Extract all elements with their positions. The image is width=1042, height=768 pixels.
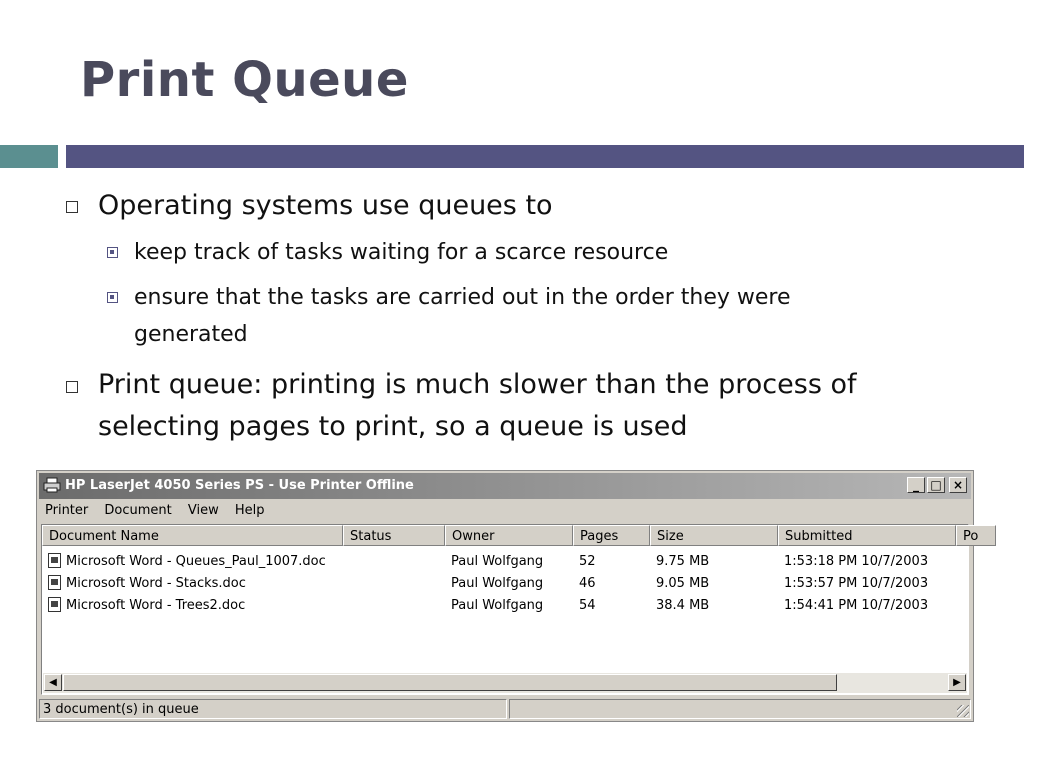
window-title: HP LaserJet 4050 Series PS - Use Printer Offline bbox=[65, 478, 414, 493]
window-titlebar[interactable] bbox=[39, 473, 971, 499]
table-row[interactable] bbox=[42, 551, 1042, 573]
sub-bullet-marker bbox=[107, 247, 118, 258]
status-bar bbox=[39, 697, 971, 719]
column-header-row bbox=[42, 525, 1042, 546]
horizontal-scrollbar[interactable] bbox=[43, 673, 967, 693]
print-queue-window bbox=[36, 470, 979, 722]
bullet-text: Print queue: printing is much slower than the process of bbox=[98, 369, 857, 400]
scroll-right-button[interactable]: ▶ bbox=[948, 674, 966, 691]
sub-bullet-marker bbox=[107, 292, 118, 303]
maximize-button[interactable]: □ bbox=[927, 477, 945, 493]
print-job-list[interactable] bbox=[41, 524, 979, 695]
column-header-pages[interactable]: Pages bbox=[573, 525, 650, 546]
menu-help[interactable]: Help bbox=[234, 503, 265, 518]
job-pages: 54 bbox=[579, 598, 596, 613]
scroll-thumb[interactable] bbox=[63, 674, 837, 691]
menu-printer[interactable]: Printer bbox=[45, 503, 89, 518]
job-submitted: 1:53:57 PM 10/7/2003 bbox=[784, 576, 929, 591]
job-owner: Paul Wolfgang bbox=[451, 598, 544, 613]
job-size: 9.75 MB bbox=[656, 554, 710, 569]
document-name: Microsoft Word - Queues_Paul_1007.doc bbox=[66, 554, 326, 569]
scroll-left-button[interactable]: ◀ bbox=[44, 674, 62, 691]
bullet-marker bbox=[66, 201, 78, 213]
job-submitted: 1:53:18 PM 10/7/2003 bbox=[784, 554, 929, 569]
document-name: Microsoft Word - Stacks.doc bbox=[66, 576, 246, 591]
job-size: 9.05 MB bbox=[656, 576, 710, 591]
column-header-size[interactable]: Size bbox=[650, 525, 778, 546]
bullet-marker bbox=[66, 381, 78, 393]
bullet-text: Operating systems use queues to bbox=[98, 190, 553, 221]
bullet-text: selecting pages to print, so a queue is used bbox=[98, 411, 688, 442]
sub-bullet-text: ensure that the tasks are carried out in the order they were bbox=[134, 285, 791, 310]
job-owner: Paul Wolfgang bbox=[451, 554, 544, 569]
menu-bar bbox=[39, 500, 971, 522]
document-icon bbox=[48, 597, 61, 612]
status-text: 3 document(s) in queue bbox=[39, 699, 507, 719]
job-pages: 46 bbox=[579, 576, 596, 591]
job-size: 38.4 MB bbox=[656, 598, 710, 613]
document-name: Microsoft Word - Trees2.doc bbox=[66, 598, 246, 613]
job-submitted: 1:54:41 PM 10/7/2003 bbox=[784, 598, 929, 613]
minimize-button[interactable]: _ bbox=[907, 477, 925, 493]
document-icon bbox=[48, 553, 61, 568]
resize-grip-icon[interactable] bbox=[957, 705, 969, 717]
close-button[interactable]: × bbox=[949, 477, 967, 493]
menu-document[interactable]: Document bbox=[104, 503, 172, 518]
sub-bullet-text: keep track of tasks waiting for a scarce resource bbox=[134, 240, 669, 265]
job-pages: 52 bbox=[579, 554, 596, 569]
page-title: Print Queue bbox=[80, 52, 409, 108]
column-header-submitted[interactable]: Submitted bbox=[778, 525, 956, 546]
table-row[interactable] bbox=[42, 573, 1042, 595]
table-row[interactable] bbox=[42, 595, 1042, 617]
teal-accent-bar bbox=[0, 145, 58, 168]
status-pane-empty bbox=[509, 699, 971, 719]
purple-accent-bar bbox=[66, 145, 1024, 168]
column-header-owner[interactable]: Owner bbox=[445, 525, 573, 546]
column-header-document-name[interactable]: Document Name bbox=[42, 525, 343, 546]
job-owner: Paul Wolfgang bbox=[451, 576, 544, 591]
printer-icon bbox=[43, 478, 61, 492]
sub-bullet-text: generated bbox=[134, 322, 248, 347]
column-header-status[interactable]: Status bbox=[343, 525, 445, 546]
document-icon bbox=[48, 575, 61, 590]
menu-view[interactable]: View bbox=[187, 503, 219, 518]
column-header-port[interactable]: Po bbox=[956, 525, 996, 546]
